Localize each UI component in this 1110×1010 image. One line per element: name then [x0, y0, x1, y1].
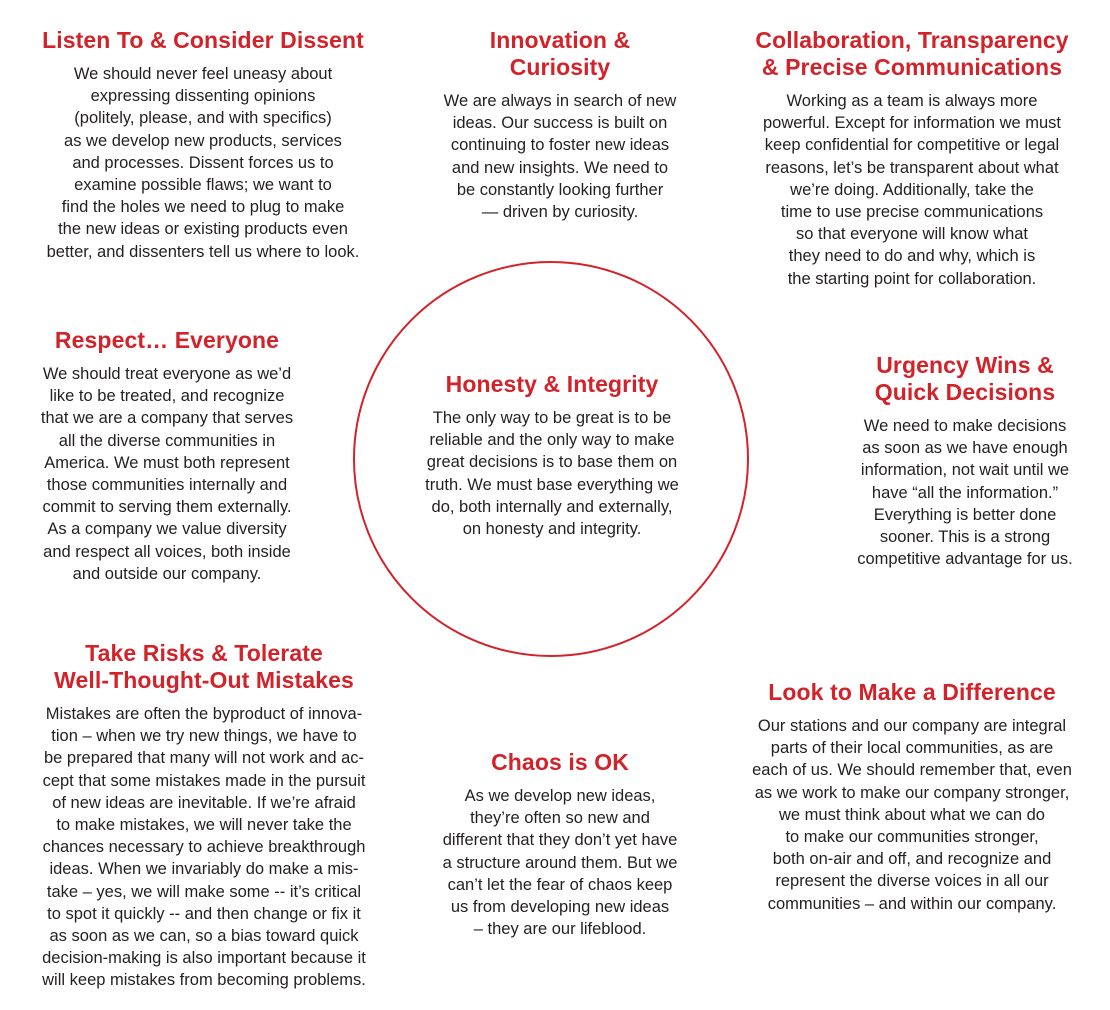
value-title: Respect… Everyone: [54, 327, 280, 353]
value-description: Mistakes are often the byproduct of innova- tion – when we try new things, we have to be prepared that many will not work and ac- cept that some mistakes made in the pursuit of new ideas are inevitable. If we’re afraid to make mistakes, we will never take the chances necessary to achieve breakthrough ideas. When we invariably do make a mis- take – yes, we will make some -- it’s critical to spot it quickly -- and then change or fix it as soon as we can, so a bias toward quick decision-making is also important because it will keep mistakes from becoming problems.: [42, 705, 366, 990]
value-description: The only way to be great is to be reliable and the only way to make great decisions is to base them on truth. We must base everything we do, both internally and externally, on honesty and integrity.: [425, 409, 679, 539]
value-chaos-is-ok: [420, 749, 700, 940]
value-description: Working as a team is always more powerful. Except for information we must keep confidential for competitive or legal reasons, let’s be transparent about what we’re doing. Additionally, take the time to use precise communications so that everyone will know what they need to do and why, which is the starting point for collaboration.: [762, 92, 1062, 288]
value-title: Chaos is OK: [491, 749, 629, 775]
value-listen-dissent: [18, 27, 388, 263]
value-urgency-quick-decisions: [840, 352, 1090, 570]
value-description: We are always in search of new ideas. Our success is built on continuing to foster new ideas and new insights. We need to be constantly looking further — driven by curiosity.: [443, 92, 677, 222]
value-description: We should never feel uneasy about expressing dissenting opinions (politely, please, and with specifics) as we develop new products, services and processes. Dissent forces us to examine possible flaws; we want to find the holes we need to plug to make the new ideas or existing products even better, and dissenters tell us where to look.: [46, 65, 360, 261]
value-make-a-difference: [728, 679, 1096, 915]
value-description: We need to make decisions as soon as we have enough information, not wait until we have “all the information.” Everything is better done sooner. This is a strong competitive advantage for us.: [857, 417, 1073, 569]
value-description: Our stations and our company are integral parts of their local communities, as are each of us. We should remember that, even as we work to make our company stronger, we must think about what we can do to make our communities stronger, both on-air and off, and recognize and represent the diverse voices in all our communities – and within our company.: [752, 717, 1072, 913]
value-description: As we develop new ideas, they’re often so new and different that they don’t yet have a structure around them. But we can’t let the fear of chaos keep us from developing new ideas – they are our lifeblood.: [442, 787, 678, 939]
value-title: Honesty & Integrity: [445, 371, 659, 397]
value-respect-everyone: [18, 327, 316, 585]
value-title: Collaboration, Transparency & Precise Communications: [755, 27, 1069, 80]
value-honesty-integrity: [402, 371, 702, 540]
value-collaboration: [730, 27, 1094, 290]
value-title: Listen To & Consider Dissent: [42, 27, 364, 53]
value-innovation-curiosity: [415, 27, 705, 223]
value-take-risks: [15, 640, 393, 992]
value-title: Take Risks & Tolerate Well-Thought-Out Mistakes: [54, 640, 354, 693]
value-title: Innovation & Curiosity: [489, 27, 631, 80]
value-title: Urgency Wins & Quick Decisions: [874, 352, 1056, 405]
value-description: We should treat everyone as we’d like to be treated, and recognize that we are a company that serves all the diverse communities in America. We must both represent those communities internally and commit to serving them externally. As a company we value diversity and respect all voices, both inside and outside our company.: [40, 365, 294, 583]
value-title: Look to Make a Difference: [768, 679, 1056, 705]
